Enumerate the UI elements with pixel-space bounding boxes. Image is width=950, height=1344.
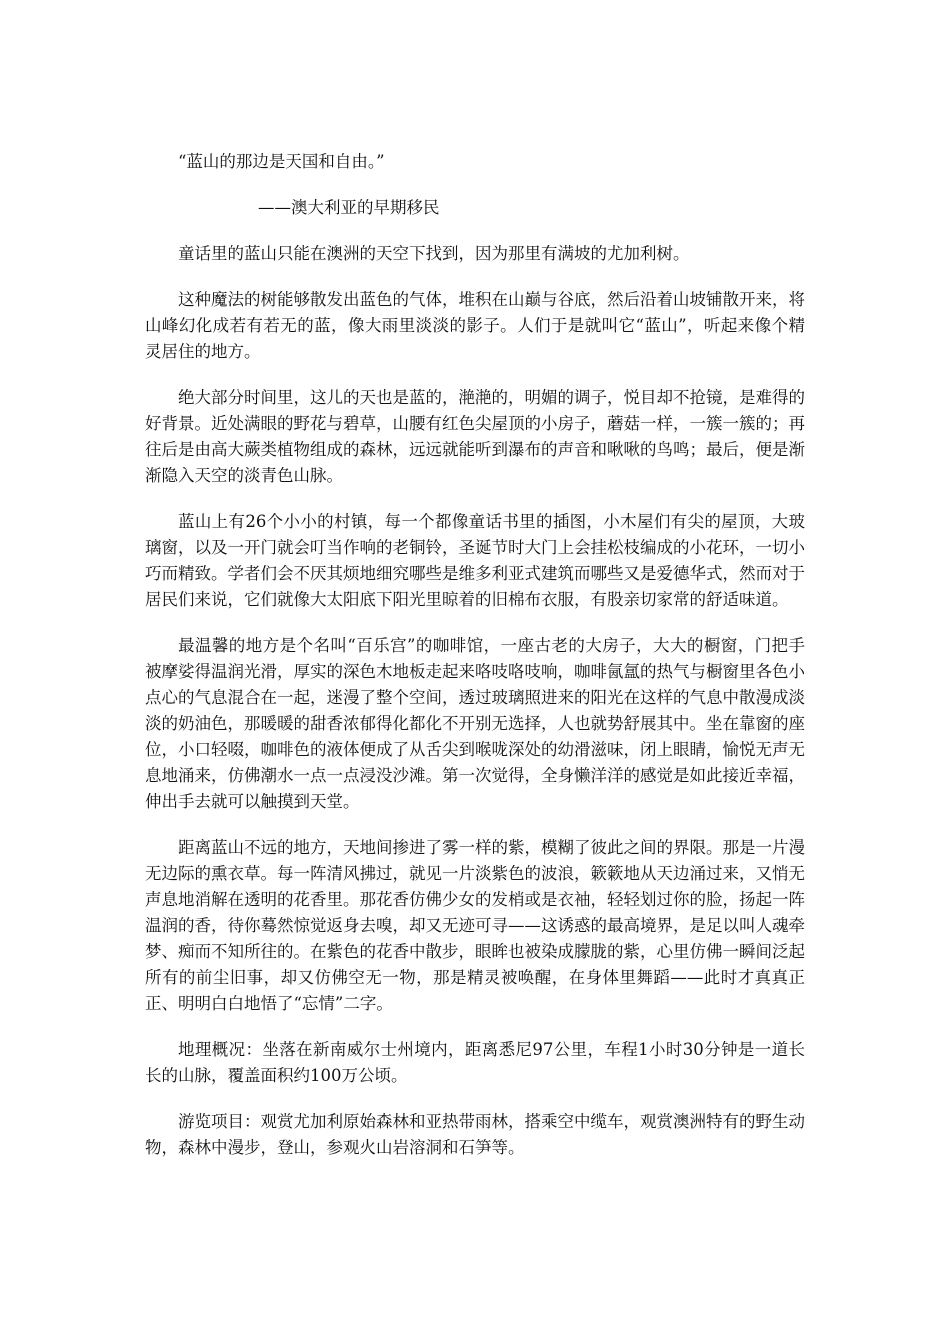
paragraph-villages: 蓝山上有26个小小的村镇，每一个都像童话书里的插图，小木屋们有尖的屋顶，大玻璃窗，以及一开门就会叮当作响的老铜铃，圣诞节时大门上会挂松枝编成的小花环，一切小巧而精致。学者们会不厌其烦地细究哪些是维多利亚式建筑而哪些又是爱德华式，然而对于居民们来说，它们就像大太阳底下阳光里晾着的旧棉布衣服，有股亲切家常的舒适味道。 <box>145 512 805 609</box>
epigraph-attribution: ——澳大利亚的早期移民 <box>258 198 440 217</box>
paragraph-cafe: 最温馨的地方是个名叫“百乐宫”的咖啡馆，一座古老的大房子，大大的橱窗，门把手被摩娑得温润光滑，厚实的深色木地板走起来咯吱咯吱响，咖啡氤氲的热气与橱窗里各色小点心的气息混合在一起，迷漫了整个空间，透过玻璃照进来的阳光在这样的气息中散漫成淡淡的奶油色，那暖暖的甜香浓郁得化都化不开别无选择，人也就势舒展其中。坐在靠窗的座位，小口轻啜，咖啡色的液体便成了从舌尖到喉咙深处的幼滑滋味，闭上眼睛，愉悦无声无息地涌来，仿佛潮水一点一点浸没沙滩。第一次觉得，全身懒洋洋的感觉是如此接近幸福，伸出手去就可以触摸到天堂。 <box>145 636 805 811</box>
paragraph-intro: 童话里的蓝山只能在澳洲的天空下找到，因为那里有满坡的尤加利树。 <box>178 244 690 263</box>
epigraph-quote: “蓝山的那边是天国和自由。” <box>178 152 385 171</box>
paragraph-activities: 游览项目：观赏尤加利原始森林和亚热带雨林，搭乘空中缆车，观赏澳洲特有的野生动物，森林中漫步，登山，参观火山岩溶洞和石笋等。 <box>145 1112 805 1157</box>
paragraph-lavender: 距离蓝山不远的地方，天地间掺进了雾一样的紫，模糊了彼此之间的界限。那是一片漫无边际的熏衣草。每一阵清风拂过，就见一片淡紫色的波浪，簌簌地从天边涌过来，又悄无声息地消解在透明的花香里。那花香仿佛少女的发梢或是衣袖，轻轻划过你的脸，扬起一阵温润的香，待你蓦然惊觉返身去嗅，却又无迹可寻——这诱惑的最高境界，是足以叫人魂牵梦、痴而不知所往的。在紫色的花香中散步，眼眸也被染成朦胧的紫，心里仿佛一瞬间泛起所有的前尘旧事，却又仿佛空无一物，那是精灵被唤醒，在身体里舞蹈——此时才真真正正、明明白白地悟了“忘情”二字。 <box>145 838 805 1013</box>
paragraph-blue-mist: 这种魔法的树能够散发出蓝色的气体，堆积在山巅与谷底，然后沿着山坡铺散开来，将山峰幻化成若有若无的蓝，像大雨里淡淡的影子。人们于是就叫它“蓝山”，听起来像个精灵居住的地方。 <box>145 290 805 361</box>
paragraph-geography: 地理概况：坐落在新南威尔士州境内，距离悉尼97公里，车程1小时30分钟是一道长长的山脉，覆盖面积约100万公顷。 <box>145 1040 805 1085</box>
article-body <box>145 149 805 1181</box>
paragraph-scenery: 绝大部分时间里，这儿的天也是蓝的，滟滟的，明媚的调子，悦目却不抢镜，是难得的好背景。近处满眼的野花与碧草，山腰有红色尖屋顶的小房子，蘑菇一样，一簇一簇的；再往后是由高大蕨类植物组成的森林，远远就能听到瀑布的声音和啾啾的鸟鸣；最后，便是渐渐隐入天空的淡青色山脉。 <box>145 388 805 485</box>
